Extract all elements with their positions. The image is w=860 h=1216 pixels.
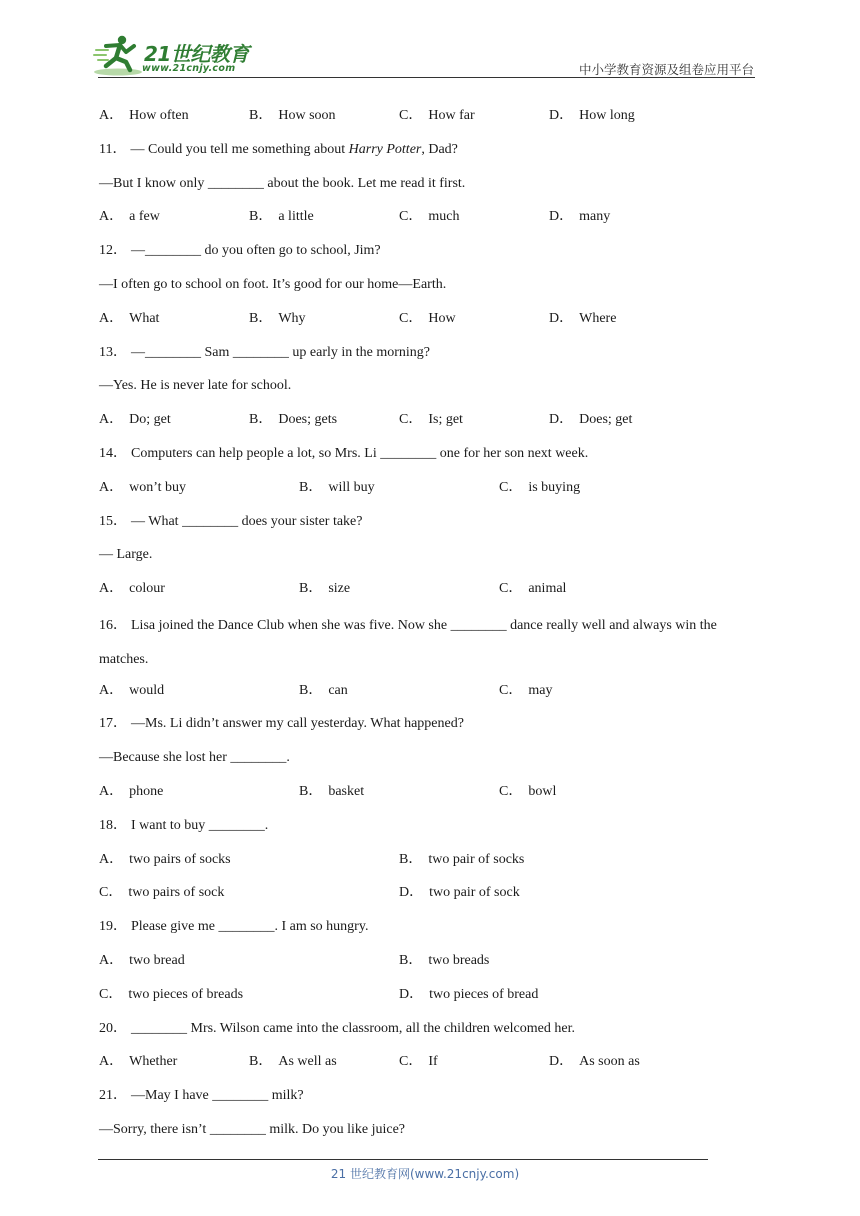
- question-18-options: [99, 846, 764, 880]
- question-20-stem: [99, 1015, 764, 1049]
- option-text: will buy: [328, 479, 375, 495]
- option-b[interactable]: [299, 778, 364, 805]
- option-text: two bread: [129, 952, 185, 968]
- question-13-options: [99, 406, 764, 440]
- option-b[interactable]: [299, 677, 348, 704]
- option-letter: D．: [549, 412, 574, 428]
- option-text: If: [428, 1054, 438, 1070]
- question-18-options: [99, 879, 764, 913]
- option-letter: B．: [299, 581, 323, 597]
- question-text: —________ do you often go to school, Jim?: [131, 243, 381, 259]
- option-letter: D．: [549, 108, 574, 123]
- option-d[interactable]: [549, 102, 635, 129]
- question-15-line: [99, 541, 764, 575]
- question-text: Please give me ________. I am so hungry.: [131, 919, 369, 935]
- option-letter: A．: [99, 479, 124, 495]
- option-text: is buying: [528, 479, 581, 495]
- option-text: two pairs of sock: [128, 885, 225, 901]
- option-d[interactable]: [399, 879, 520, 906]
- option-a[interactable]: [99, 102, 189, 129]
- option-a[interactable]: [99, 305, 159, 332]
- option-letter: B．: [249, 1054, 273, 1070]
- question-text: —Because she lost her ________.: [99, 750, 290, 766]
- header-platform-title: 中小学教育资源及组卷应用平台: [578, 62, 754, 77]
- option-letter: C．: [499, 479, 523, 495]
- option-letter: A．: [99, 851, 124, 867]
- option-letter: B．: [249, 412, 273, 428]
- option-letter: D．: [399, 885, 424, 901]
- option-letter: A．: [99, 1054, 124, 1070]
- question-15-options: [99, 575, 764, 609]
- option-c[interactable]: [399, 1048, 438, 1075]
- question-number: 18．: [99, 817, 127, 833]
- option-letter: B．: [399, 851, 423, 867]
- option-a[interactable]: [99, 575, 165, 602]
- option-letter: B．: [299, 479, 323, 495]
- question-11-stem: [99, 136, 764, 170]
- site-logo[interactable]: [92, 32, 262, 78]
- question-17-options: [99, 778, 764, 812]
- question-11-line: [99, 170, 764, 204]
- question-number: 14．: [99, 445, 127, 461]
- question-number: 19．: [99, 919, 127, 935]
- logo-url: www.21cnjy.com: [142, 63, 236, 74]
- question-text: Computers can help people a lot, so Mrs. Li ________ one for her son next week.: [131, 445, 589, 461]
- option-text: size: [328, 581, 351, 597]
- option-letter: B．: [249, 108, 273, 123]
- option-text: a little: [278, 209, 314, 225]
- option-letter: A．: [99, 682, 124, 698]
- option-c[interactable]: [399, 406, 463, 433]
- question-text: — Large.: [99, 547, 153, 563]
- option-text: won’t buy: [129, 479, 187, 495]
- question-text: — What ________ does your sister take?: [131, 513, 363, 529]
- option-letter: C．: [99, 986, 123, 1002]
- option-text: Do; get: [129, 412, 171, 428]
- question-15-stem: [99, 508, 764, 542]
- option-letter: C．: [399, 108, 423, 123]
- option-c[interactable]: [399, 305, 456, 332]
- option-b[interactable]: [249, 102, 336, 129]
- option-letter: C．: [499, 783, 523, 799]
- option-text: Does; get: [579, 412, 633, 428]
- question-text: —May I have ________ milk?: [131, 1088, 304, 1104]
- option-text: What: [129, 310, 160, 326]
- option-text: How soon: [278, 108, 336, 123]
- question-19-options: [99, 947, 764, 981]
- option-d[interactable]: [549, 1048, 640, 1075]
- option-a[interactable]: [99, 846, 231, 873]
- option-letter: B．: [249, 310, 273, 326]
- option-letter: C．: [399, 412, 423, 428]
- option-text: How far: [428, 108, 475, 123]
- question-text: —Sorry, there isn’t ________ milk. Do you like juice?: [99, 1121, 406, 1137]
- option-text: two breads: [428, 952, 490, 968]
- option-letter: B．: [299, 783, 323, 799]
- question-19-stem: [99, 913, 764, 947]
- option-d[interactable]: [549, 305, 616, 332]
- option-letter: C．: [399, 310, 423, 326]
- option-text: How long: [579, 108, 635, 123]
- option-text: two pairs of socks: [129, 851, 231, 867]
- option-letter: A．: [99, 581, 124, 597]
- question-text: ________ Mrs. Wilson came into the classroom, all the children welcomed her.: [131, 1020, 575, 1036]
- option-text: a few: [129, 209, 160, 225]
- question-12-stem: [99, 237, 764, 271]
- option-c[interactable]: [499, 677, 552, 704]
- option-b[interactable]: [299, 474, 375, 501]
- option-text: Why: [278, 310, 306, 326]
- question-text: —I often go to school on foot. It’s good for our home—Earth.: [99, 276, 447, 292]
- option-text: How often: [129, 108, 189, 123]
- runner-logo-icon: [92, 32, 144, 78]
- header-divider: [98, 77, 755, 78]
- option-letter: A．: [99, 783, 124, 799]
- page-header: [0, 0, 860, 80]
- option-text: Is; get: [428, 412, 463, 428]
- option-letter: A．: [99, 310, 124, 326]
- option-text: many: [579, 209, 611, 225]
- option-b[interactable]: [249, 305, 306, 332]
- option-text: two pair of sock: [429, 885, 520, 901]
- option-a[interactable]: [99, 203, 160, 230]
- question-12-options: [99, 305, 764, 339]
- question-number: 17．: [99, 716, 127, 732]
- option-text: Does; gets: [278, 412, 338, 428]
- question-number: 20．: [99, 1020, 127, 1036]
- option-letter: B．: [399, 952, 423, 968]
- question-10-options: [99, 102, 764, 136]
- option-b[interactable]: [249, 406, 337, 433]
- option-text: two pieces of breads: [128, 986, 244, 1002]
- option-c[interactable]: [499, 778, 556, 805]
- question-12-line: [99, 271, 764, 305]
- question-number: 16．: [99, 617, 127, 633]
- question-text: —Ms. Li didn’t answer my call yesterday. What happened?: [131, 716, 464, 732]
- option-text: bowl: [528, 783, 557, 799]
- option-letter: D．: [399, 986, 424, 1002]
- option-c[interactable]: [399, 203, 459, 230]
- option-letter: C．: [499, 581, 523, 597]
- question-18-stem: [99, 812, 764, 846]
- option-text: two pair of socks: [428, 851, 525, 867]
- option-letter: B．: [249, 209, 273, 225]
- question-text: —Yes. He is never late for school.: [99, 378, 292, 394]
- question-text: — Could you tell me something about: [130, 141, 349, 157]
- question-16-stem: [99, 609, 764, 677]
- question-21-stem: [99, 1082, 764, 1116]
- question-number: 12．: [99, 243, 127, 259]
- question-text: —But I know only ________ about the book. Let me read it first.: [99, 175, 466, 191]
- question-17-line: [99, 744, 764, 778]
- question-20-options: [99, 1048, 764, 1082]
- question-text: , Dad?: [421, 141, 458, 157]
- option-text: Where: [579, 310, 617, 326]
- question-text: Lisa joined the Dance Club when she was five. Now she ________ dance really well and always win the matches.: [99, 617, 717, 667]
- book-title: Harry Potter: [348, 141, 422, 157]
- question-text: I want to buy ________.: [131, 817, 269, 833]
- option-a[interactable]: [99, 1048, 177, 1075]
- option-a[interactable]: [99, 406, 171, 433]
- option-letter: A．: [99, 952, 124, 968]
- question-text: —________ Sam ________ up early in the morning?: [131, 344, 431, 360]
- question-16-options: [99, 677, 764, 711]
- option-text: may: [528, 682, 553, 698]
- option-letter: A．: [99, 108, 124, 123]
- question-21-line: [99, 1116, 764, 1150]
- option-letter: C．: [399, 209, 423, 225]
- option-d[interactable]: [549, 406, 632, 433]
- question-13-stem: [99, 339, 764, 373]
- option-b[interactable]: [249, 1048, 337, 1075]
- option-c[interactable]: [99, 981, 243, 1008]
- footer-divider: [98, 1159, 708, 1160]
- question-19-options: [99, 981, 764, 1015]
- option-text: colour: [129, 581, 165, 597]
- option-b[interactable]: [399, 947, 489, 974]
- question-number: 11．: [99, 141, 127, 157]
- option-a[interactable]: [99, 474, 186, 501]
- question-11-options: [99, 203, 764, 237]
- option-text: can: [328, 682, 348, 698]
- option-letter: D．: [549, 209, 574, 225]
- question-13-line: [99, 372, 764, 406]
- option-letter: D．: [549, 1054, 574, 1070]
- option-a[interactable]: [99, 947, 185, 974]
- option-text: As soon as: [579, 1054, 640, 1070]
- option-text: How: [428, 310, 456, 326]
- question-14-stem: [99, 440, 764, 474]
- footer-source[interactable]: [0, 1165, 860, 1182]
- option-text: much: [428, 209, 460, 225]
- option-a[interactable]: [99, 778, 163, 805]
- question-14-options: [99, 474, 764, 508]
- option-text: would: [129, 682, 165, 698]
- option-letter: C．: [99, 885, 123, 901]
- option-text: two pieces of bread: [429, 986, 539, 1002]
- option-d[interactable]: [399, 981, 538, 1008]
- question-number: 13．: [99, 344, 127, 360]
- option-a[interactable]: [99, 677, 164, 704]
- option-b[interactable]: [299, 575, 350, 602]
- option-c[interactable]: [499, 575, 566, 602]
- option-letter: C．: [399, 1054, 423, 1070]
- question-list: [99, 102, 764, 1150]
- option-b[interactable]: [249, 203, 314, 230]
- option-c[interactable]: [99, 879, 224, 906]
- option-text: basket: [328, 783, 365, 799]
- logo-text: 21世纪教育: [144, 42, 249, 66]
- option-text: animal: [528, 581, 567, 597]
- option-d[interactable]: [549, 203, 610, 230]
- option-letter: D．: [549, 310, 574, 326]
- question-number: 21．: [99, 1088, 127, 1104]
- option-c[interactable]: [499, 474, 580, 501]
- option-b[interactable]: [399, 846, 524, 873]
- option-c[interactable]: [399, 102, 475, 129]
- option-text: As well as: [278, 1054, 337, 1070]
- option-letter: A．: [99, 209, 124, 225]
- question-17-stem: [99, 710, 764, 744]
- question-number: 15．: [99, 513, 127, 529]
- option-text: Whether: [129, 1054, 178, 1070]
- option-letter: A．: [99, 412, 124, 428]
- option-letter: B．: [299, 682, 323, 698]
- option-letter: C．: [499, 682, 523, 698]
- footer-text: 21 世纪教育网(www.21cnjy.com): [330, 1167, 520, 1181]
- option-text: phone: [129, 783, 164, 799]
